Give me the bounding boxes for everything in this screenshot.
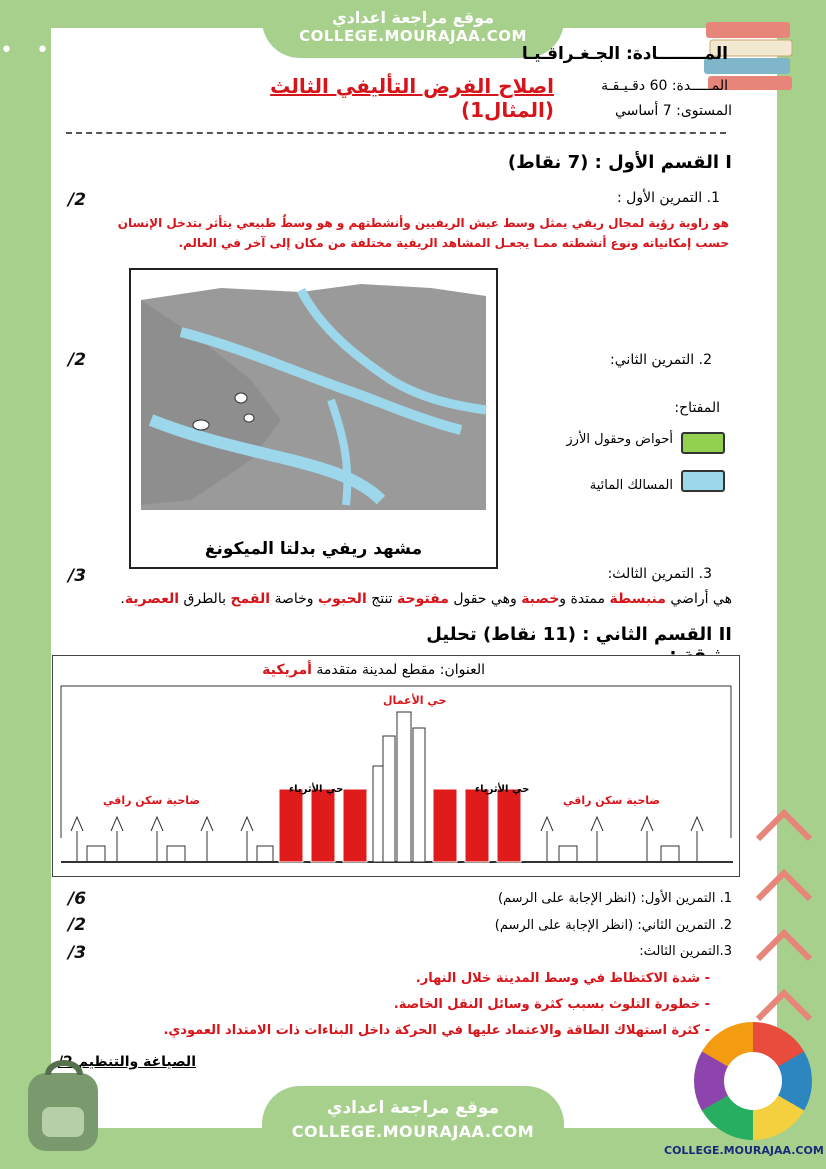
s2-ex3-label: 3.التمرين الثالث:	[639, 944, 732, 959]
s2-ex2	[420, 918, 732, 933]
s2-ex2-score: /2	[68, 915, 87, 935]
title-main: اصلاح الفرض التأليفي الثالث	[270, 74, 554, 98]
rich-quarter-right	[433, 789, 521, 862]
city-diagram-svg	[61, 686, 733, 872]
key-swatch-rice	[681, 432, 725, 454]
site-logo-icon[interactable]	[694, 1022, 812, 1140]
label-suburb-right: ضاحية سكن راقي	[563, 794, 661, 807]
page-title	[190, 74, 554, 122]
s2-ex3-answer-3: - كثرة استهلاك الطاقة والاعتماد عليها في الحركة داخل البناءات ذات الامتداد العمودي.	[163, 1023, 710, 1038]
site-name: موقع مراجعة اعدادي	[331, 8, 495, 27]
s2-ex2-note: (انظر الإجابة على الرسم)	[494, 918, 634, 933]
chevron-up-icon	[752, 795, 816, 859]
s2-ex3-answer-2: - خطورة التلوث بسبب كثرة وسائل النقل الخاصة.	[393, 997, 710, 1012]
s2-ex1-note: (انظر الإجابة على الرسم)	[497, 891, 637, 906]
ex2-score: /2	[68, 350, 87, 370]
ex3-answer-part: العصرية	[124, 591, 180, 607]
ex3-answer	[120, 591, 732, 607]
ex3-answer-part: القمح	[230, 591, 271, 607]
title-example: (المثال1)	[460, 98, 554, 122]
s2-ex3-answer-1: - شدة الاكتظاظ في وسط المدينة خلال النهار.	[415, 971, 710, 986]
photo-caption: مشهد ريفي بدلتا الميكونغ	[204, 539, 423, 559]
label-rich-left: حي الأثرياء	[289, 784, 344, 795]
s2-ex1	[420, 891, 732, 906]
chevron-up-icon	[752, 915, 816, 979]
ex3-answer-part: وخاصة	[270, 591, 319, 607]
chevron-up-icon	[752, 855, 816, 919]
bottom-banner[interactable]	[262, 1086, 564, 1169]
ex3-answer-part: منبسطة	[609, 591, 666, 607]
key-title: المفتاح:	[674, 400, 720, 416]
s2-ex1-label: 1. التمرين الأول:	[640, 891, 732, 906]
doc-title	[173, 662, 485, 678]
delta-map-image	[131, 270, 492, 510]
delta-photo	[129, 268, 498, 569]
doc-title-country: أمريكية	[262, 662, 312, 678]
section2-heading: II القسم الثاني : (11 نقاط) تحليل	[426, 624, 732, 645]
section1-heading: I القسم الأول : (7 نقاط)	[507, 152, 732, 173]
label-business: حي الأعمال	[383, 694, 447, 707]
ex1-answer: هو زاوية رؤية لمجال ريفي يمثل وسط عيش الريفيين وأنشطتهم و هو وسطٌ طبيعي يتأثر بتدخل الإنسان حسب إمكانياته ونوع أنشطته ممـا يجعـل المشاهد الريفية مختلفة من مكان إلى آخر في العالم.	[117, 216, 729, 250]
ex1-score: /2	[68, 190, 87, 210]
city-cross-section	[52, 655, 740, 877]
site-domain[interactable]: COLLEGE.MOURAJAA.COM	[299, 27, 527, 45]
ex3-label: 3. التمرين الثالث:	[607, 566, 712, 582]
label-suburb-left: ضاحية سكن راقي	[103, 794, 201, 807]
s2-ex3-score: /3	[68, 943, 87, 963]
key-label-rice: أحواض وحقول الأرز	[566, 432, 673, 447]
presentation-score-line: الصياغة والتنظيم 2/	[57, 1054, 196, 1070]
s2-ex3-answers	[150, 966, 710, 1044]
backpack-icon	[18, 1055, 110, 1155]
ex3-answer-part: وهي حقول	[448, 591, 522, 607]
key-swatch-water	[681, 470, 725, 492]
level-line: المستوى: 7 أساسي	[615, 103, 732, 119]
site-domain-footer[interactable]: COLLEGE.MOURAJAA.COM	[291, 1122, 535, 1141]
business-towers	[373, 712, 425, 862]
s2-ex2-label: 2. التمرين الثاني:	[637, 918, 732, 933]
ex3-answer-part: تنتج	[366, 591, 398, 607]
ex3-answer-part: خصبة	[521, 591, 560, 607]
doc-title-prefix: العنوان: مقطع لمدينة متقدمة	[311, 662, 485, 678]
label-rich-right: حي الأثرياء	[475, 784, 530, 795]
rich-quarter-left	[279, 789, 367, 862]
ex3-score: /3	[68, 566, 87, 586]
ex3-answer-part: بالطرق	[179, 591, 231, 607]
subject-line: المــــــــادة: الجـغـراقـيـا	[521, 44, 728, 64]
ex3-answer-part: مفتوحة	[397, 591, 449, 607]
s2-ex1-score: /6	[68, 889, 87, 909]
logo-caption[interactable]: COLLEGE.MOURAJAA.COM	[664, 1144, 824, 1157]
ex2-label: 2. التمرين الثاني:	[610, 352, 712, 368]
site-name-footer: موقع مراجعة اعدادي	[326, 1098, 500, 1118]
ex3-answer-part: .	[120, 591, 125, 607]
ex3-answer-part: ممتدة و	[559, 591, 610, 607]
ex1-label: 1. التمرين الأول :	[617, 190, 720, 206]
divider	[66, 132, 726, 134]
key-label-water: المسالك المائية	[589, 478, 673, 493]
ex3-answer-part: الحبوب	[318, 591, 367, 607]
ex3-answer-part: هي أراضي	[665, 591, 732, 607]
decorative-dots: • • • • • • • •	[0, 38, 273, 63]
duration-line: المـــــدة: 60 دقـيـقـة	[601, 78, 728, 94]
